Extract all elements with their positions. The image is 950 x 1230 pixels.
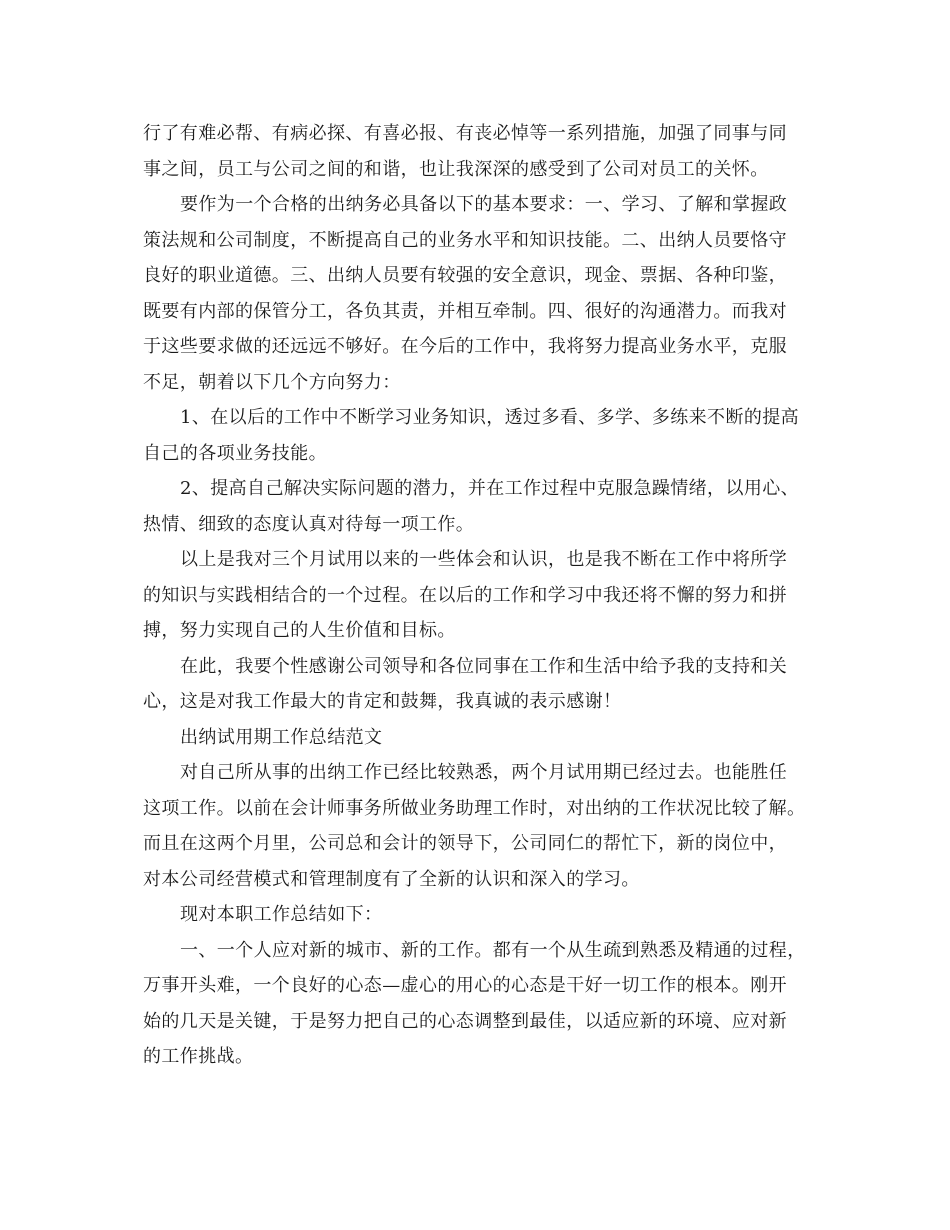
text-line: 不足，朝着以下几个方向努力： [143, 371, 401, 393]
section-heading: 出纳试用期工作总结范文 [180, 726, 383, 748]
text-line: 对自己所从事的出纳工作已经比较熟悉，两个月试用期已经过去。也能胜任 [180, 762, 788, 783]
text-line: 以上是我对三个月试用以来的一些体会和认识，也是我不断在工作中将所学 [180, 549, 788, 570]
text-line: 良好的职业道德。三、出纳人员要有较强的安全意识，现金、票据、各种印鉴， [143, 265, 787, 286]
text-line: 自己的各项业务技能。 [143, 442, 327, 464]
text-line: 始的几天是关键，于是努力把自己的心态调整到最佳，以适应新的环境、应对新 [143, 1010, 787, 1032]
text-line: 1、在以后的工作中不断学习业务知识，透过多看、多学、多练来不断的提高 [180, 407, 800, 428]
text-line: 既要有内部的保管分工，各负其责，并相互牵制。四、很好的沟通潜力。而我对 [143, 300, 787, 322]
text-line: 万事开头难，一个良好的心态—虚心的用心的心态是干好一切工作的根本。刚开 [143, 975, 787, 996]
text-line: 于这些要求做的还远远不够好。在今后的工作中，我将努力提高业务水平，克服 [143, 336, 787, 357]
text-line: 一、一个人应对新的城市、新的工作。都有一个从生疏到熟悉及精通的过程， [180, 939, 806, 961]
text-line: 心，这是对我工作最大的肯定和鼓舞，我真诚的表示感谢！ [143, 691, 622, 712]
text-line: 热情、细致的态度认真对待每一项工作。 [143, 513, 475, 535]
text-line: 对本公司经营模式和管理制度有了全新的认识和深入的学习。 [143, 868, 640, 890]
text-line: 这项工作。以前在会计师事务所做业务助理工作时，对出纳的工作状况比较了解。 [143, 797, 806, 819]
text-line: 要作为一个合格的出纳务必具备以下的基本要求：一、学习、了解和掌握政 [180, 194, 788, 215]
text-line: 的知识与实践相结合的一个过程。在以后的工作和学习中我还将不懈的努力和拼 [143, 584, 787, 606]
text-line: 事之间，员工与公司之间的和谐，也让我深深的感受到了公司对员工的关怀。 [143, 158, 769, 180]
text-line: 而且在这两个月里，公司总和会计的领导下，公司同仁的帮忙下，新的岗位中， [143, 833, 787, 854]
text-line: 搏，努力实现自己的人生价值和目标。 [143, 620, 456, 641]
text-line: 2、提高自己解决实际问题的潜力，并在工作过程中克服急躁情绪，以用心、 [180, 478, 800, 499]
text-line: 行了有难必帮、有病必探、有喜必报、有丧必悼等一系列措施，加强了同事与同 [143, 123, 787, 144]
text-line: 的工作挑战。 [143, 1046, 254, 1067]
text-line: 现对本职工作总结如下： [180, 904, 383, 925]
text-line: 策法规和公司制度，不断提高自己的业务水平和知识技能。二、出纳人员要恪守 [143, 229, 787, 251]
document-body [143, 116, 813, 1075]
text-line: 在此，我要个性感谢公司领导和各位同事在工作和生活中给予我的支持和关 [180, 655, 788, 677]
